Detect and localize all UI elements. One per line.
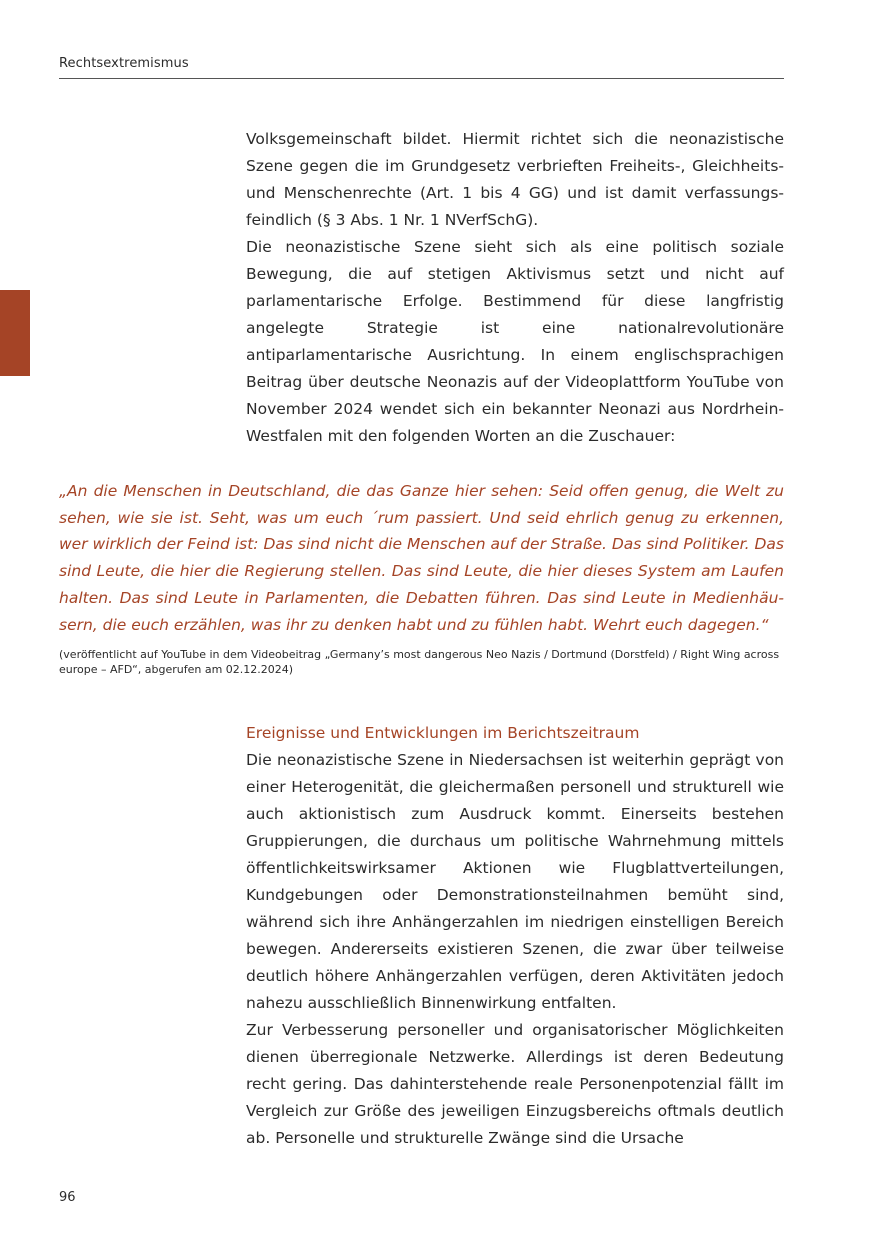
intro-text-block bbox=[246, 126, 784, 450]
chapter-tab-marker bbox=[0, 290, 30, 376]
section-heading: Ereignisse und Entwicklungen im Berichtszeitraum bbox=[246, 724, 640, 742]
page-number: 96 bbox=[59, 1190, 76, 1205]
header-rule bbox=[59, 78, 784, 79]
section-paragraph-1: Die neonazistische Szene in Niedersachsen ist weiterhin geprägt von einer Heterogenität, die gleichermaßen personell und strukturell wie auch aktionistisch zum Ausdruck kommt. Einerseits bestehen Gruppierungen, die durchaus um politische Wahrnehmung mittels öffentlichkeitswirksamer Aktionen wie Flugblattverteilungen, Kundgebungen oder Demonstrationsteilnahmen bemüht sind, während sich ihre Anhängerzahlen im niedrigen einstelligen Bereich bewegen. Andererseits existieren Szenen, die zwar über teilweise deutlich höhere Anhängerzahlen verfügen, deren Aktivitäten jedoch nahezu ausschließlich Binnenwirkung entfalten. bbox=[246, 751, 784, 1012]
intro-paragraph-2: Die neonazistische Szene sieht sich als eine politisch soziale Bewegung, die auf stetigen Aktivismus setzt und nicht auf parlamentarische Erfolge. Bestimmend für diese langfristig angelegte Strategie ist eine nationalrevolutionäre antiparlamentarische Ausrichtung. In einem englischsprachigen Beitrag über deutsche Neonazis auf der Videoplattform YouTube von November 2024 wendet sich ein bekannter Neonazi aus Nordrhein-Westfalen mit den folgenden Worten an die Zuschauer: bbox=[246, 238, 784, 445]
section-paragraph-2: Zur Verbesserung personeller und organisatorischer Möglichkeiten dienen überregionale Netzwerke. Allerdings ist deren Bedeutung recht gering. Das dahinterstehende reale Personenpotenzial fällt im Vergleich zur Größe des jeweiligen Einzugsbereichs oftmals deutlich ab. Personelle und strukturelle Zwänge sind die Ursache bbox=[246, 1021, 784, 1147]
intro-paragraph-1: Volksgemeinschaft bildet. Hiermit richtet sich die neonazistische Szene gegen die im Grundgesetz verbrieften Freiheits-, Gleichheits- und Menschenrechte (Art. 1 bis 4 GG) und ist damit verfassungsfeindlich (§ 3 Abs. 1 Nr. 1 NVerfSchG). bbox=[246, 130, 784, 229]
running-header: Rechtsextremismus bbox=[59, 56, 189, 71]
quote-source-citation: (veröffentlicht auf YouTube in dem Videobeitrag „Germany’s most dangerous Neo Nazis / Dortmund (Dorstfeld) / Right Wing across europe – AFD“, abgerufen am 02.12.2024) bbox=[59, 648, 780, 676]
section-block bbox=[246, 720, 784, 1152]
block-quote: „An die Menschen in Deutschland, die das Ganze hier sehen: Seid offen genug, die Welt zu sehen, wie sie ist. Seht, was um euch ´rum passiert. Und seid ehrlich genug zu erkennen, wer wirklich der Feind ist: Das sind nicht die Menschen auf der Straße. Das sind Politiker. Das sind Leute, die hier die Regierung stellen. Das sind Leute, die hier dieses System am Laufen halten. Das sind Leute in Parlamenten, die Debatten führen. Das sind Leute in Medienhäusern, die euch erzählen, was ihr zu denken habt und zu fühlen habt. Wehrt euch dagegen.“ bbox=[59, 482, 784, 634]
